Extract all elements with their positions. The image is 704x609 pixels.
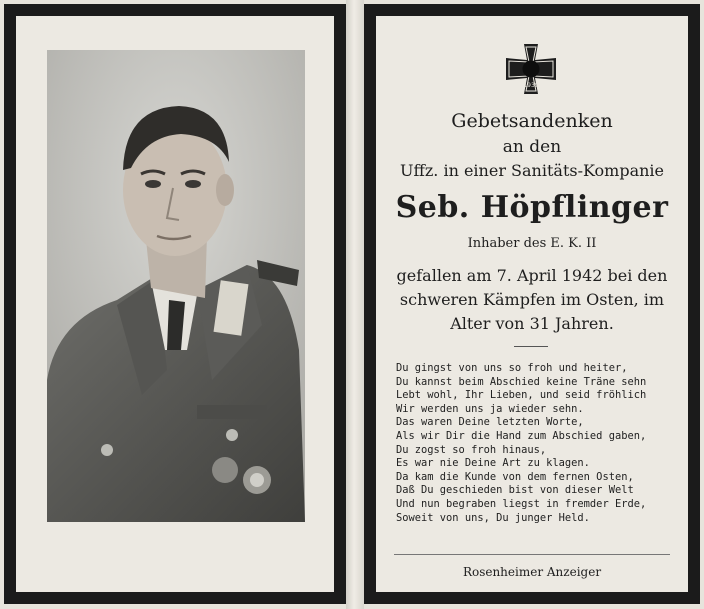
poem-line: Es war nie Deine Art zu klagen. bbox=[396, 457, 590, 470]
title-line-1: Gebetsandenken bbox=[451, 110, 613, 132]
portrait-photo bbox=[47, 50, 305, 522]
poem-line: Daß Du geschieden bist von dieser Welt bbox=[396, 484, 634, 497]
bottom-rule bbox=[394, 554, 670, 555]
fallen-line-1: gefallen am 7. April 1942 bei den bbox=[396, 266, 668, 285]
fallen-line-3: Alter von 31 Jahren. bbox=[450, 314, 614, 333]
portrait-panel-border bbox=[4, 4, 346, 604]
decoration-line: Inhaber des E. K. II bbox=[467, 236, 597, 251]
poem-line: Lebt wohl, Ihr Lieben, und seid fröhlich bbox=[396, 389, 647, 402]
poem-line: Du kannst beim Abschied keine Träne sehn bbox=[396, 375, 647, 388]
portrait-panel bbox=[16, 16, 334, 592]
fallen-line-2: schweren Kämpfen im Osten, im bbox=[399, 290, 665, 309]
poem-line: Das waren Deine letzten Worte, bbox=[396, 416, 584, 429]
short-divider bbox=[514, 346, 548, 347]
publisher-name: Rosenheimer Anzeiger bbox=[462, 565, 602, 579]
poem-line: Soweit von uns, Du junger Held. bbox=[396, 511, 590, 524]
portrait-illustration bbox=[47, 50, 305, 522]
deceased-name: Seb. Höpflinger bbox=[395, 190, 669, 225]
cross-year: 1939 bbox=[523, 82, 539, 89]
poem-line: Als wir Dir die Hand zum Abschied gaben, bbox=[396, 429, 647, 442]
title-line-2: an den bbox=[502, 137, 562, 157]
poem-line: Wir werden uns ja wieder sehn. bbox=[396, 402, 584, 415]
title-line-3: Uffz. in einer Sanitäts-Kompanie bbox=[400, 161, 664, 180]
iron-cross-icon bbox=[504, 42, 558, 96]
poem-line: Da kam die Kunde von dem fernen Osten, bbox=[396, 470, 634, 483]
poem-line: Und nun begraben liegst in fremder Erde, bbox=[396, 497, 647, 510]
text-panel bbox=[376, 16, 688, 592]
poem-line: Du zogst so froh hinaus, bbox=[396, 443, 547, 456]
card-fold bbox=[346, 0, 364, 609]
poem-line: Du gingst von uns so froh und heiter, bbox=[396, 362, 628, 374]
poem bbox=[396, 362, 688, 525]
text-panel-border bbox=[364, 4, 700, 604]
